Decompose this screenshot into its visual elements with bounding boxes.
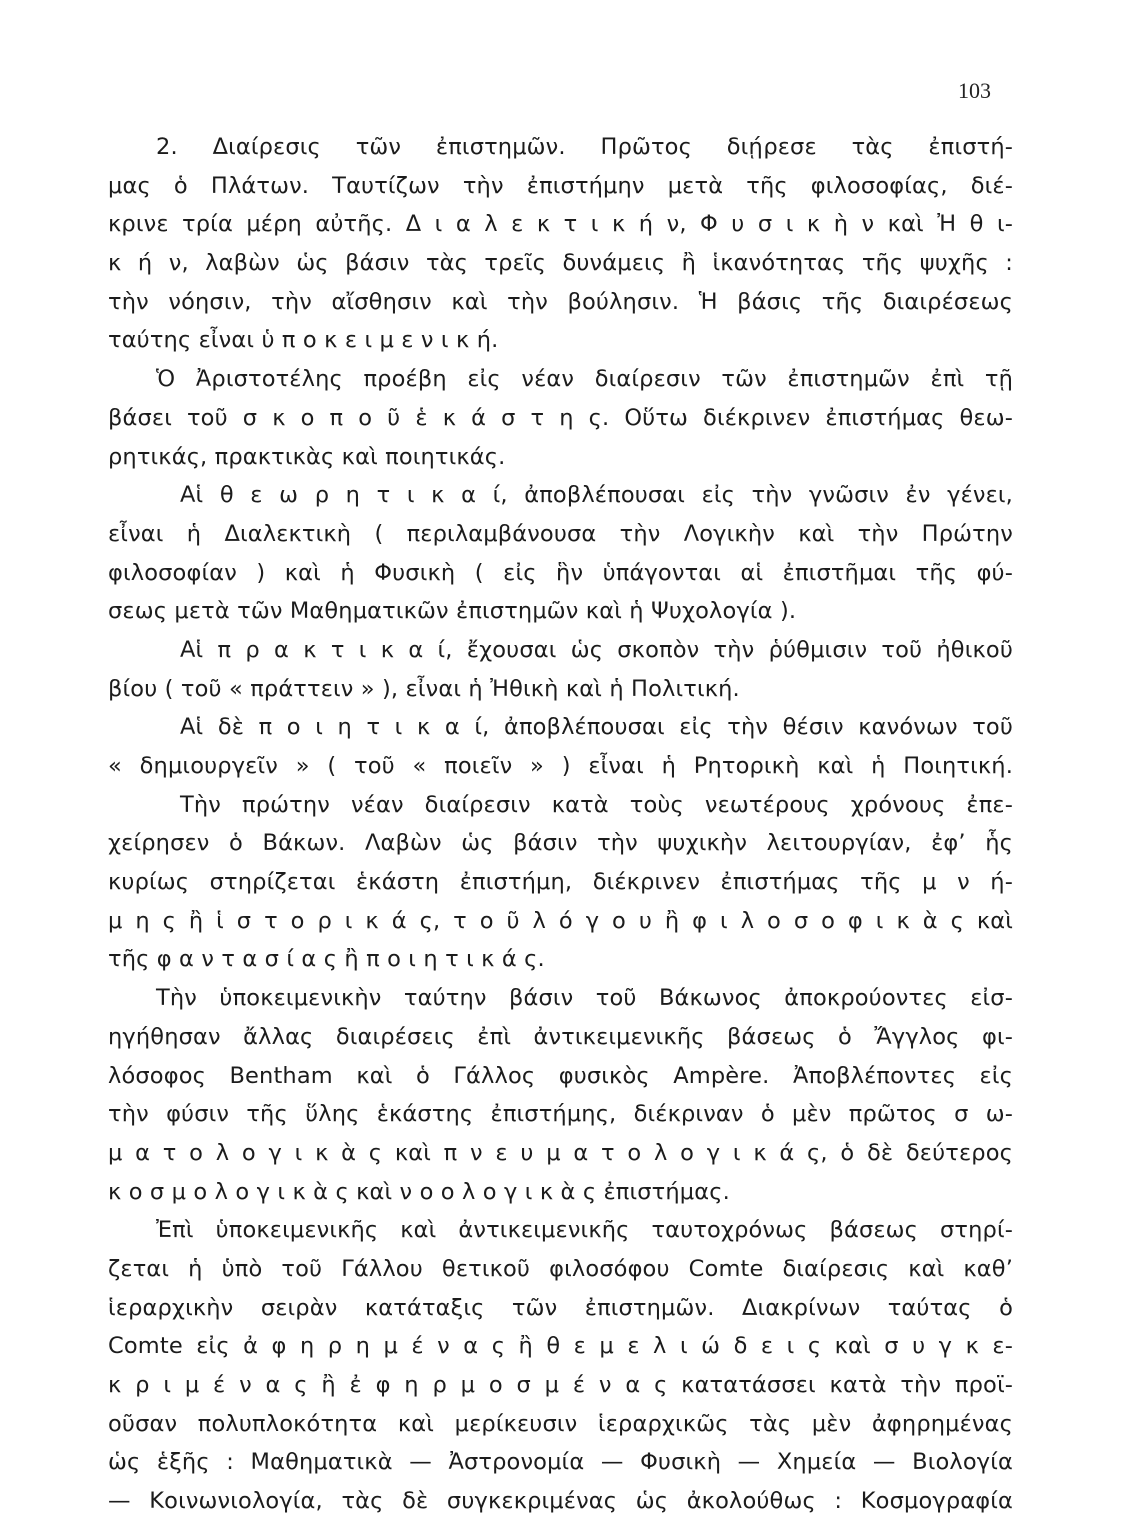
text-line: κ ο σ μ ο λ ο γ ι κ ὰ ς καὶ ν ο ο λ ο γ ι κ ὰ ς ἐπιστήμας.	[108, 1178, 730, 1205]
paragraph-start-line: Ἐπὶ ὑποκειμενικῆς καὶ ἀντικειμενικῆς ταυτοχρόνως βάσεως στηρί-	[156, 1217, 1013, 1244]
text-line: ζεται ἡ ὑπὸ τοῦ Γάλλου θετικοῦ φιλοσόφου Comte διαίρεσις καὶ καθ’	[108, 1255, 1013, 1282]
text-line: ἱεραρχικὴν σειρὰν κατάταξις τῶν ἐπιστημῶν. Διακρίνων ταύτας ὁ	[108, 1294, 1013, 1321]
text-line: « δημιουργεῖν » ( τοῦ « ποιεῖν » ) εἶναι ἡ Ρητορικὴ καὶ ἡ Ποιητική.	[108, 753, 1013, 779]
text-line: μ η ς ἢ ἱ σ τ ο ρ ι κ ά ς, τ ο ῦ λ ό γ ο υ ἢ φ ι λ ο σ ο φ ι κ ὰ ς καὶ	[108, 907, 1013, 934]
text-line: σεως μετὰ τῶν Μαθηματικῶν ἐπιστημῶν καὶ ἡ Ψυχολογία ).	[108, 598, 797, 625]
text-line: χείρησεν ὁ Βάκων. Λαβὼν ὡς βάσιν τὴν ψυχικὴν λειτουργίαν, ἐφ’ ἧς	[108, 830, 1013, 857]
text-line: φιλοσοφίαν ) καὶ ἡ Φυσικὴ ( εἰς ἣν ὑπάγονται αἱ ἐπιστῆμαι τῆς φύ-	[108, 559, 1013, 586]
section-heading-line: 2. Διαίρεσις τῶν ἐπιστημῶν. Πρῶτος διῄρεσε τὰς ἐπιστή-	[156, 134, 1013, 160]
text-line: βάσει τοῦ σ κ ο π ο ῦ ἑ κ ά σ τ η ς. Οὕτω διέκρινεν ἐπιστήμας θεω-	[108, 404, 1013, 431]
text-line: οῦσαν πολυπλοκότητα καὶ μερίκευσιν ἱεραρχικῶς τὰς μὲν ἀφηρημένας	[108, 1410, 1013, 1437]
text-line: ηγήθησαν ἄλλας διαιρέσεις ἐπὶ ἀντικειμενικῆς βάσεως ὁ Ἄγγλος φι-	[108, 1023, 1013, 1050]
page-number: 103	[958, 78, 991, 103]
text-line: λόσοφος Bentham καὶ ὁ Γάλλος φυσικὸς Ampère. Ἀποβλέποντες εἰς	[108, 1062, 1013, 1089]
text-line: τὴν φύσιν τῆς ὕλης ἑκάστης ἐπιστήμης, διέκριναν ὁ μὲν πρῶτος σ ω-	[108, 1101, 1013, 1128]
paragraph-start-line: Τὴν πρώτην νέαν διαίρεσιν κατὰ τοὺς νεωτέρους χρόνους ἐπε-	[180, 791, 1013, 818]
paragraph-start-line: Αἱ δὲ π ο ι η τ ι κ α ί, ἀποβλέπουσαι εἰς τὴν θέσιν κανόνων τοῦ	[180, 714, 1013, 741]
body-text	[108, 128, 1013, 1521]
text-line: εἶναι ἡ Διαλεκτικὴ ( περιλαμβάνουσα τὴν Λογικὴν καὶ τὴν Πρώτην	[108, 520, 1013, 547]
text-line: κ ή ν, λαβὼν ὡς βάσιν τὰς τρεῖς δυνάμεις ἢ ἱκανότητας τῆς ψυχῆς :	[108, 250, 1013, 277]
text-line: τῆς φ α ν τ α σ ί α ς ἢ π ο ι η τ ι κ ά ς.	[108, 946, 545, 973]
text-line: ὡς ἑξῆς : Μαθηματικὰ — Ἀστρονομία — Φυσικὴ — Χημεία — Βιολογία	[108, 1449, 1013, 1476]
text-line: — Κοινωνιολογία, τὰς δὲ συγκεκριμένας ὡς ἀκολούθως : Κοσμογραφία	[108, 1488, 1013, 1515]
text-line: κρινε τρία μέρη αὐτῆς. Δ ι α λ ε κ τ ι κ ή ν, Φ υ σ ι κ ὴ ν καὶ Ἠ θ ι-	[108, 211, 1013, 238]
text-line: Comte εἰς ἀ φ η ρ η μ έ ν α ς ἢ θ ε μ ε λ ι ώ δ ε ι ς καὶ σ υ γ κ ε-	[108, 1333, 1013, 1360]
text-line: ταύτης εἶναι ὑ π ο κ ε ι μ ε ν ι κ ή.	[108, 327, 499, 354]
text-line: κ ρ ι μ έ ν α ς ἢ ἐ φ η ρ μ ο σ μ έ ν α ς κατατάσσει κατὰ τὴν προϊ-	[108, 1372, 1013, 1398]
text-line: μ α τ ο λ ο γ ι κ ὰ ς καὶ π ν ε υ μ α τ ο λ ο γ ι κ ά ς, ὁ δὲ δεύτερος	[108, 1139, 1013, 1166]
paragraph-start-line: Αἱ θ ε ω ρ η τ ι κ α ί, ἀποβλέπουσαι εἰς τὴν γνῶσιν ἐν γένει,	[180, 482, 1013, 509]
text-line: ρητικάς, πρακτικὰς καὶ ποιητικάς.	[108, 443, 506, 470]
text-line: τὴν νόησιν, τὴν αἴσθησιν καὶ τὴν βούλησιν. Ἡ βάσις τῆς διαιρέσεως	[108, 288, 1013, 315]
paragraph-start-line: Ὁ Ἀριστοτέλης προέβη εἰς νέαν διαίρεσιν τῶν ἐπιστημῶν ἐπὶ τῇ	[156, 366, 1013, 393]
text-line: κυρίως στηρίζεται ἑκάστη ἐπιστήμη, διέκρινεν ἐπιστήμας τῆς μ ν ή-	[108, 869, 1013, 896]
text-line: βίου ( τοῦ « πράττειν » ), εἶναι ἡ Ἠθικὴ καὶ ἡ Πολιτική.	[108, 675, 740, 702]
paragraph-start-line: Τὴν ὑποκειμενικὴν ταύτην βάσιν τοῦ Βάκωνος ἀποκρούοντες εἰσ-	[156, 985, 1013, 1012]
text-line: μας ὁ Πλάτων. Ταυτίζων τὴν ἐπιστήμην μετὰ τῆς φιλοσοφίας, διέ-	[108, 172, 1013, 199]
paragraph-start-line: Αἱ π ρ α κ τ ι κ α ί, ἔχουσαι ὡς σκοπὸν τὴν ῥύθμισιν τοῦ ἠθικοῦ	[180, 636, 1013, 663]
